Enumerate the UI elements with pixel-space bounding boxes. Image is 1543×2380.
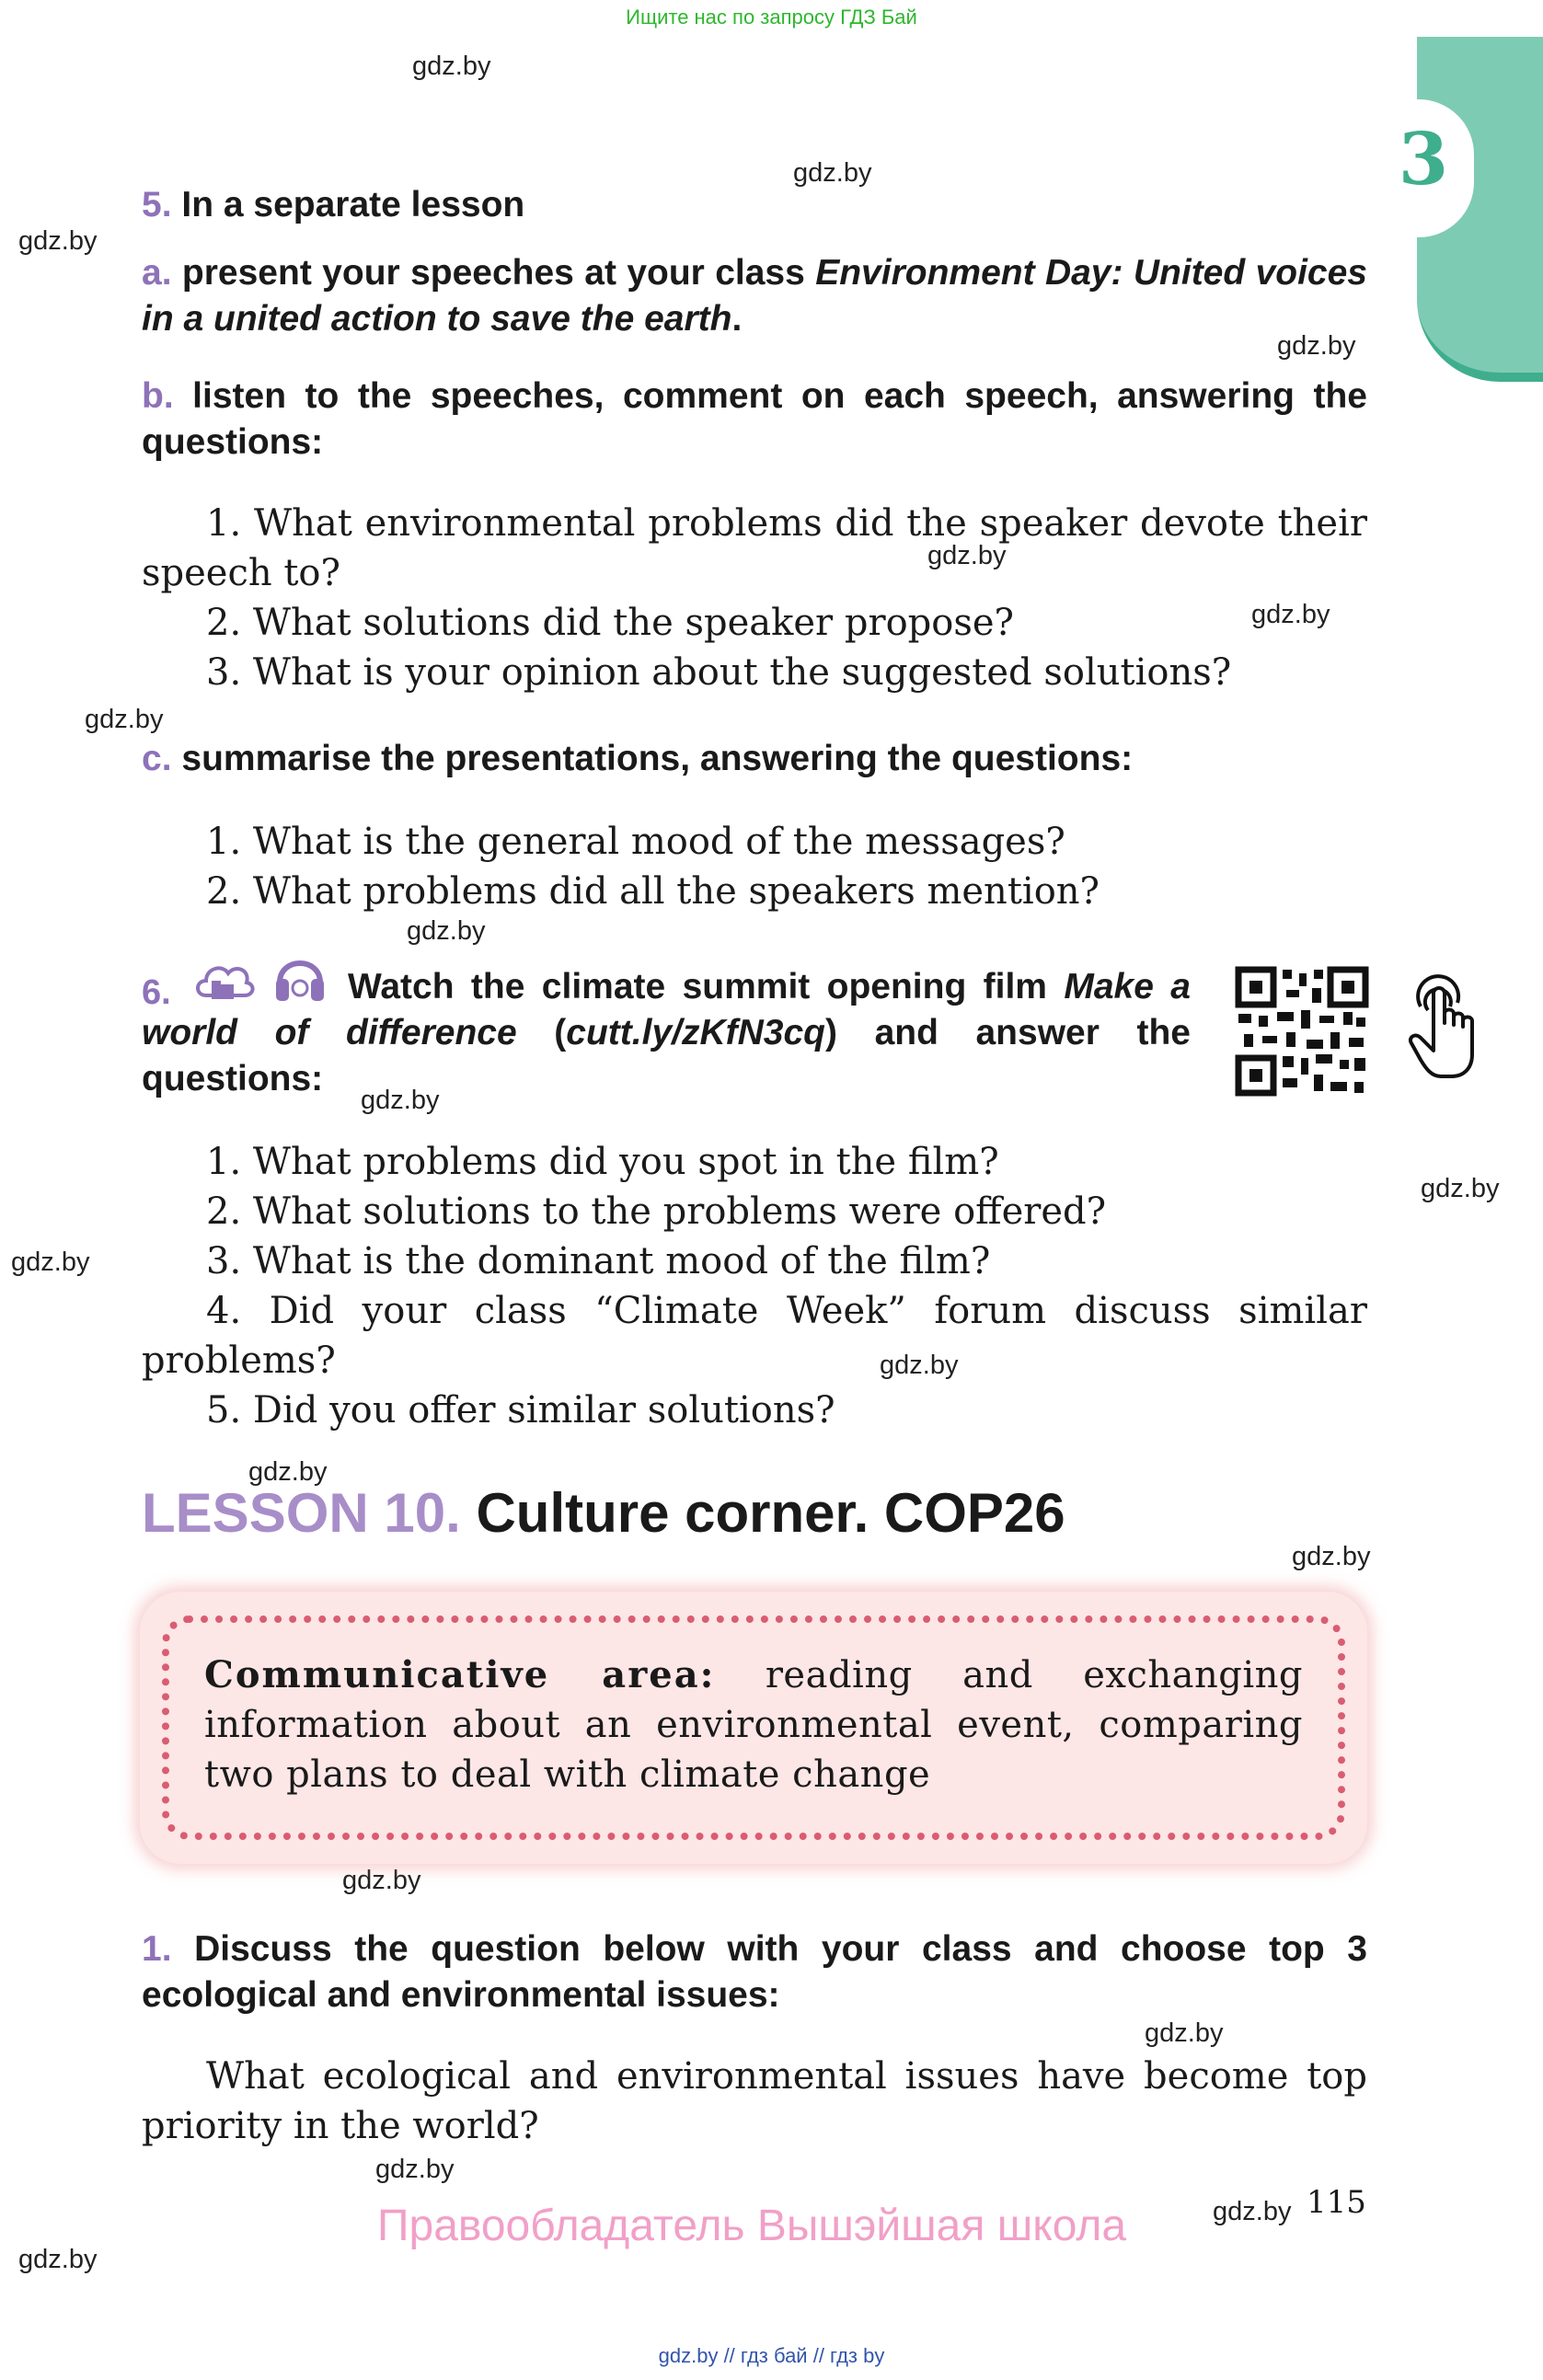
task-5b bbox=[142, 374, 1367, 466]
watermark: gdz.by bbox=[1145, 2018, 1224, 2048]
communicative-area-box bbox=[140, 1592, 1367, 1864]
watermark: gdz.by bbox=[407, 916, 486, 946]
watermark: gdz.by bbox=[361, 1086, 440, 1115]
page-number: 115 bbox=[1307, 2184, 1366, 2221]
lesson-heading bbox=[142, 1481, 1065, 1545]
search-note: Ищите нас по запросу ГДЗ Бай bbox=[626, 6, 917, 29]
task-6-question-3: 3. What is the dominant mood of the film? bbox=[206, 1240, 991, 1282]
task-5b-letter: b. bbox=[142, 376, 174, 416]
task-5a-event-title: Environment Day: United voices in a united action to save the earth bbox=[142, 253, 1367, 339]
task-5c-text: summarise the presentations, answering the questions: bbox=[181, 739, 1134, 778]
footer-links[interactable]: gdz.by // гдз бай // гдз by bbox=[658, 2344, 885, 2367]
copyright-holder: Правообладатель Вышэйшая школа bbox=[377, 2202, 1127, 2250]
task-6-link-open: ( bbox=[554, 1013, 567, 1052]
task-1 bbox=[142, 1926, 1367, 2018]
task-5-heading bbox=[142, 182, 1367, 228]
watermark: gdz.by bbox=[18, 2245, 98, 2274]
task-6-link[interactable]: cutt.ly/zKfN3cq bbox=[566, 1013, 825, 1052]
watermark: gdz.by bbox=[18, 226, 98, 256]
task-6-instruction: Watch the climate summit opening film bbox=[348, 967, 1047, 1006]
task-5b-question-1: 1. What environmental problems did the speaker devote their speech to? bbox=[142, 502, 1367, 594]
watermark: gdz.by bbox=[880, 1351, 959, 1380]
watermark: gdz.by bbox=[1292, 1542, 1371, 1571]
task-6-question-5: 5. Did you offer similar solutions? bbox=[206, 1389, 835, 1431]
lesson-number: LESSON 10. bbox=[142, 1482, 461, 1544]
task-6-question-4: 4. Did your class “Climate Week” forum discuss similar problems? bbox=[142, 1290, 1367, 1382]
task-5-title: In a separate lesson bbox=[181, 185, 525, 224]
lesson-title: Culture corner. COP26 bbox=[476, 1482, 1065, 1544]
watermark: gdz.by bbox=[412, 52, 491, 81]
task-6-number: 6. bbox=[142, 973, 171, 1012]
task-6-film-title: Make a world of difference bbox=[142, 967, 1191, 1052]
task-5a-text: present your speeches at your class bbox=[181, 253, 805, 293]
communicative-area-description: reading and exchanging information about an environmental event, comparing two plans to deal with climate change bbox=[204, 1654, 1303, 1796]
watermark: gdz.by bbox=[1421, 1174, 1500, 1203]
task-1-number: 1. bbox=[142, 1929, 172, 1969]
task-5c bbox=[142, 736, 1367, 782]
watermark: gdz.by bbox=[342, 1866, 421, 1895]
unit-number: 3 bbox=[1398, 118, 1449, 201]
task-1-text: Discuss the question below with your class and choose top 3 ecological and environmental issues: bbox=[142, 1929, 1367, 2015]
watermark: gdz.by bbox=[85, 705, 164, 734]
qr-code[interactable] bbox=[1235, 966, 1369, 1097]
task-5c-question-1: 1. What is the general mood of the messages? bbox=[206, 821, 1065, 863]
watermark: gdz.by bbox=[1277, 331, 1356, 361]
task-6-question-1: 1. What problems did you spot in the film? bbox=[206, 1141, 999, 1183]
watermark: gdz.by bbox=[375, 2155, 455, 2184]
task-6-instruction-end: ) and answer the questions: bbox=[142, 1013, 1191, 1098]
task-5b-question-2: 2. What solutions did the speaker propose? bbox=[206, 602, 1014, 644]
watermark: gdz.by bbox=[927, 541, 1007, 570]
task-5b-text: listen to the speeches, comment on each speech, answering the questions: bbox=[142, 376, 1367, 462]
task-6-question-2: 2. What solutions to the problems were offered? bbox=[206, 1190, 1107, 1233]
watermark: gdz.by bbox=[1251, 600, 1330, 629]
task-5c-question-2: 2. What problems did all the speakers mention? bbox=[206, 870, 1100, 913]
watermark: gdz.by bbox=[1213, 2197, 1292, 2226]
task-5c-letter: c. bbox=[142, 739, 172, 778]
task-5a bbox=[142, 250, 1367, 342]
watermark: gdz.by bbox=[11, 1247, 90, 1277]
communicative-area-text bbox=[204, 1650, 1303, 1799]
task-6-text bbox=[142, 964, 1191, 1102]
communicative-area-label: Communicative area: bbox=[204, 1653, 716, 1696]
watermark: gdz.by bbox=[793, 158, 872, 188]
task-1-question: What ecological and environmental issues have become top priority in the world? bbox=[142, 2055, 1367, 2147]
watermark: gdz.by bbox=[248, 1457, 328, 1487]
task-5-number: 5. bbox=[142, 185, 172, 224]
task-5b-question-3: 3. What is your opinion about the suggested solutions? bbox=[206, 651, 1232, 694]
task-5a-letter: a. bbox=[142, 253, 172, 293]
task-5a-end: . bbox=[731, 299, 743, 339]
touch-hand-icon bbox=[1404, 966, 1489, 1086]
